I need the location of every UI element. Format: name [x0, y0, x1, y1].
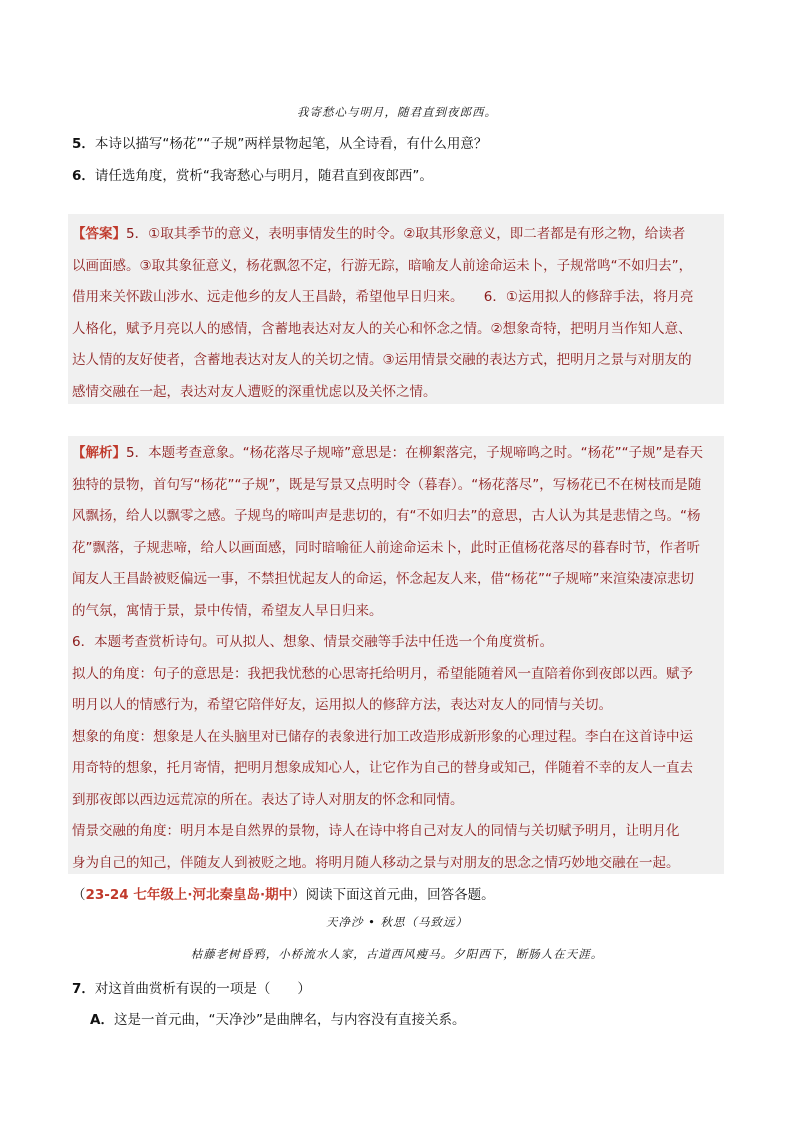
answer-block [72, 219, 720, 408]
question-text: 请任选角度，赏析“我寄愁心与明月，随君直到夜郎西”。 [94, 168, 433, 184]
question-text: 对这首曲赏析有误的一项是（ ） [94, 981, 311, 997]
answer-line: 借用来关怀跋山涉水、远走他乡的友人王昌龄，希望他早日归来。 6．①运用拟人的修辞手法，将月亮 [72, 289, 694, 305]
question-number: 5． [72, 136, 95, 152]
option-a [90, 1008, 465, 1028]
question-number: 6． [72, 168, 95, 184]
analysis-line: 独特的景物，首句写“杨花”“子规”，既是写景又点明时令（暮春）。“杨花落尽”，写杨花已不在树枝而是随 [72, 476, 702, 493]
answer-line: 达人情的友好使者，含蓄地表达对友人的关切之情。③运用情景交融的表达方式，把明月之景与对朋友的 [72, 352, 692, 368]
analysis-line: 情景交融的角度：明月本是自然界的景物，诗人在诗中将自己对友人的同情与关切赋予明月，让明月化 [72, 823, 680, 839]
source-instruction: 阅读下面这首元曲，回答各题。 [305, 887, 495, 903]
analysis-line: 花”飘落，子规悲啼，给人以画面感，同时暗喻征人前途命运未卜，此时正值杨花落尽的暮春时节，作者听 [72, 539, 700, 556]
question-number: 7． [72, 981, 95, 997]
analysis-line: 想象的角度：想象是人在头脑里对已储存的表象进行加工改造形成新形象的心理过程。李白在这首诗中运 [72, 728, 693, 745]
analysis-line: 明月以人的情感行为，希望它陪伴好友，运用拟人的修辞方法，表达对友人的同情与关切。 [72, 697, 612, 713]
analysis-line: 6．本题考查赏析诗句。可从拟人、想象、情景交融等手法中任选一个角度赏析。 [72, 634, 554, 650]
analysis-block [72, 438, 720, 879]
analysis-tag: 【解析】 [72, 445, 126, 461]
option-label: A． [90, 1012, 114, 1028]
analysis-line: 用奇特的想象，托月寄情，把明月想象成知心人，让它作为自己的替身或知己，伴随着不幸的友人一直去 [72, 760, 693, 776]
answer-tag: 【答案】 [72, 226, 126, 242]
poem-closing-line: 我寄愁心与明月，随君直到夜郎西。 [297, 105, 497, 119]
question-text: 本诗以描写“杨花”“子规”两样景物起笔，从全诗看，有什么用意？ [94, 136, 488, 152]
analysis-line: 【解析】5．本题考查意象。“杨花落尽子规啼”意思是：在柳絮落完，子规啼鸣之时。“杨花”“子规”是春天 [72, 445, 704, 461]
analysis-line: 到那夜郎以西边远荒凉的所在。表达了诗人对朋友的怀念和同情。 [72, 791, 464, 808]
poem2-title: 天净沙 • 秋思（马致远） [325, 915, 469, 929]
analysis-line: 拟人的角度：句子的意思是：我把我忧愁的心思寄托给明月，希望能随着风一直陪着你到夜郎以西。赋予 [72, 665, 693, 682]
analysis-line: 风飘扬，给人以飘零之感。子规鸟的啼叫声是悲切的，有“不如归去”的意思，古人认为其是悲情之鸟。“杨 [72, 508, 701, 524]
source-tag: 23-24 七年级上·河北秦皇岛·期中 [85, 887, 293, 903]
poem2-line: 枯藤老树昏鸦，小桥流水人家，古道西风瘦马。夕阳西下，断肠人在天涯。 [190, 947, 604, 961]
answer-line: 感情交融在一起，表达对友人遭贬的深重忧虑以及关怀之情。 [72, 383, 437, 400]
option-text: 这是一首元曲，“天净沙”是曲牌名，与内容没有直接关系。 [113, 1012, 466, 1028]
question-6 [72, 164, 433, 184]
answer-line: 以画面感。③取其象征意义，杨花飘忽不定，行游无踪，暗喻友人前途命运未卜，子规常鸣“不如归去”， [72, 257, 693, 274]
analysis-line: 身为自己的知己，伴随友人到被贬之地。将明月随人移动之景与对朋友的思念之情巧妙地交融在一起。 [72, 854, 680, 871]
question-5 [72, 132, 487, 152]
question-7 [72, 977, 311, 997]
answer-line: 【答案】5．①取其季节的意义，表明事情发生的时令。②取其形象意义，即二者都是有形之物，给读者 [72, 226, 686, 242]
question-source-line: （23-24 七年级上·河北秦皇岛·期中）阅读下面这首元曲，回答各题。 [72, 887, 495, 903]
analysis-line: 闻友人王昌龄被贬偏远一事，不禁担忧起友人的命运，怀念起友人来，借“杨花”“子规啼”来渲染凄凉悲切 [72, 571, 694, 587]
analysis-line: 的气氛，寓情于景，景中传情，希望友人早日归来。 [72, 602, 383, 619]
answer-line: 人格化，赋予月亮以人的感情，含蓄地表达对友人的关心和怀念之情。②想象奇特，把明月当作知人意、 [72, 320, 692, 337]
